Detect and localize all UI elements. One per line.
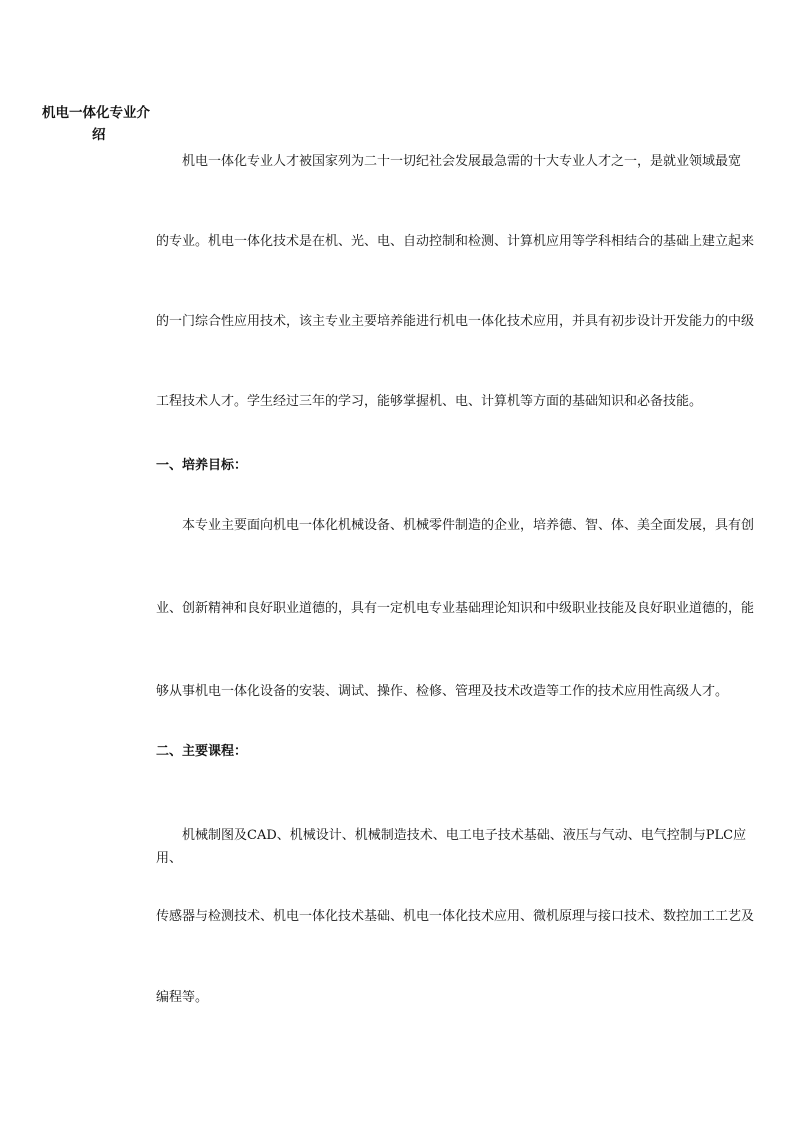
document-title-line-1: 机电一体化专业介 <box>42 105 150 121</box>
training-goals-paragraph-2: 业、创新精神和良好职业道德的，具有一定机电专业基础理论知识和中级职业技能及良好职业道德的，能 <box>156 601 755 616</box>
intro-paragraph-3: 的一门综合性应用技术，该主专业主要培养能进行机电一体化技术应用，并具有初步设计开发能力的中级 <box>156 314 755 329</box>
main-courses-paragraph-1: 机械制图及CAD、机械设计、机械制造技术、电工电子技术基础、液压与气动、电气控制与PLC应用、 <box>156 828 747 866</box>
intro-paragraph-4: 工程技术人才。学生经过三年的学习，能够掌握机、电、计算机等方面的基础知识和必备技能。 <box>156 394 703 409</box>
training-goals-paragraph-1: 本专业主要面向机电一体化机械设备、机械零件制造的企业，培养德、智、体、美全面发展，具有创 <box>156 518 755 533</box>
main-courses-paragraph-3: 编程等。 <box>156 990 209 1005</box>
training-goals-paragraph-3: 够从事机电一体化设备的安装、调试、操作、检修、管理及技术改造等工作的技术应用性高级人才。 <box>156 684 729 699</box>
document-title-line-2: 绍 <box>92 127 106 143</box>
intro-paragraph-2: 的专业。机电一体化技术是在机、光、电、自动控制和检测、计算机应用等学科相结合的基础上建立起来 <box>156 234 755 249</box>
section-heading-main-courses: 二、主要课程： <box>156 744 248 759</box>
document-title <box>42 102 160 146</box>
main-courses-paragraph-2: 传感器与检测技术、机电一体化技术基础、机电一体化技术应用、微机原理与接口技术、数控加工工艺及 <box>156 909 755 924</box>
section-heading-training-goals: 一、培养目标： <box>156 458 248 473</box>
intro-paragraph-1: 机电一体化专业人才被国家列为二十一切纪社会发展最急需的十大专业人才之一，是就业领域最宽 <box>156 154 742 169</box>
